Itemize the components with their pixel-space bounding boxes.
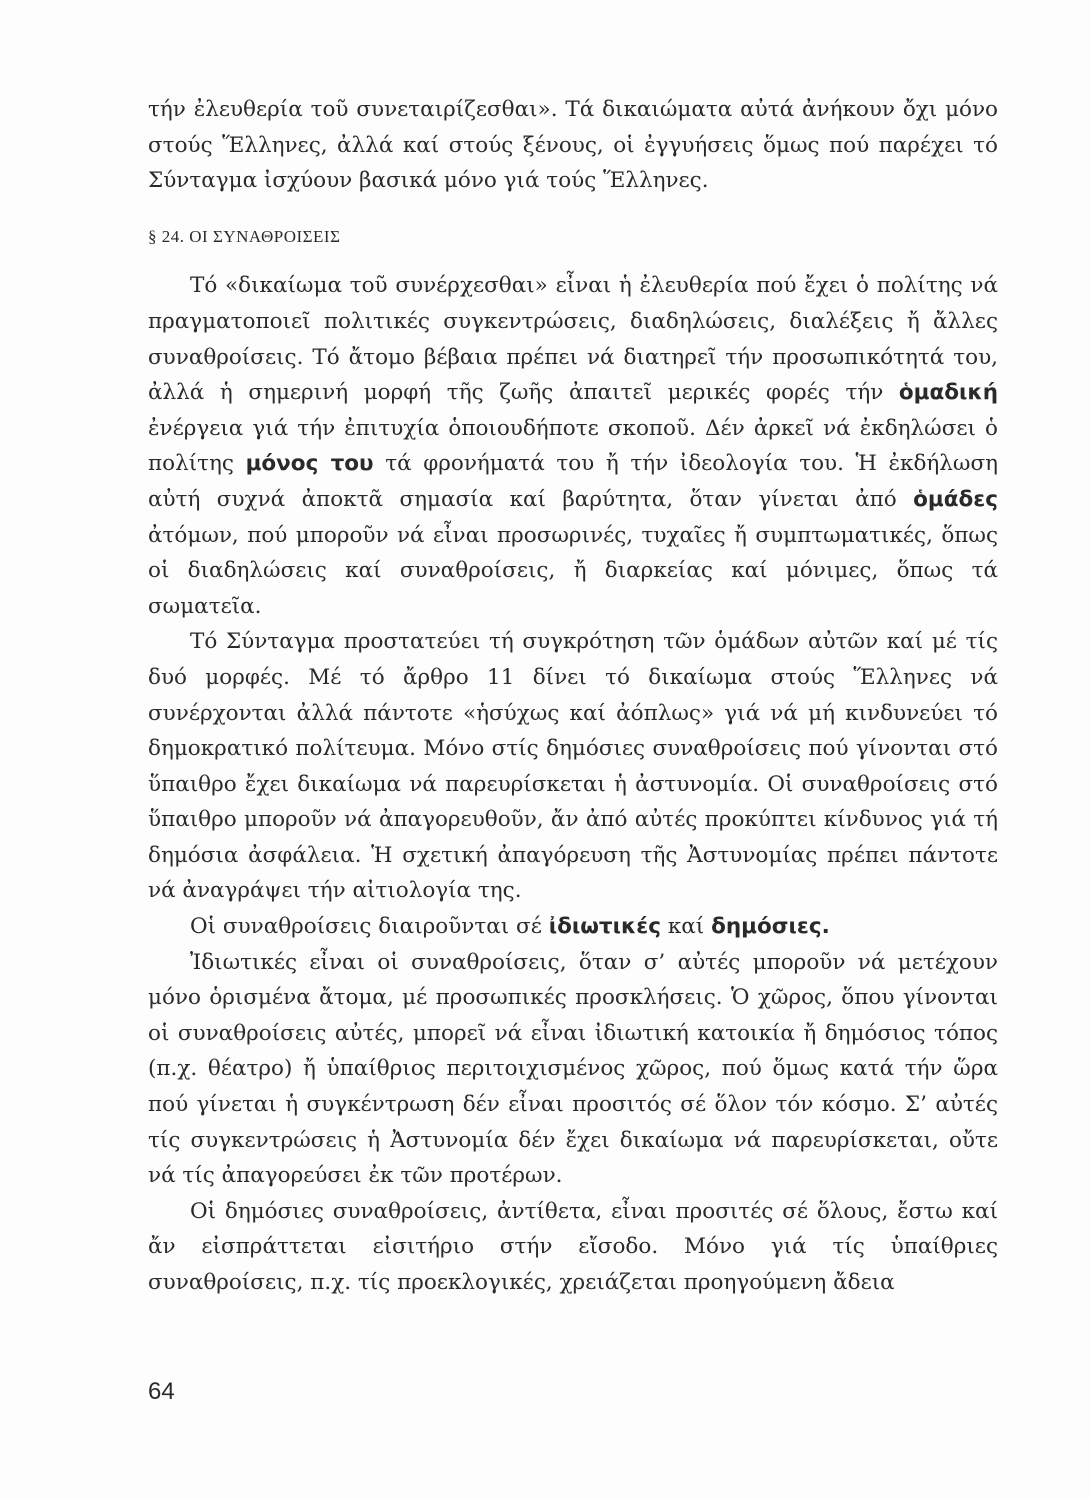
paragraph-public-assemblies: Οἱ δημόσιες συναθροίσεις, ἀντίθετα, εἶναι προσιτές σέ ὅλους, ἔστω καί ἄν εἰσπράττεται εἰσιτήριο στήν εἴσοδο. Μόνο γιά τίς ὑπαίθριες συναθροίσεις, π.χ. τίς προεκλογικές, χρειάζεται προηγούμενη ἄδεια <box>148 1198 998 1295</box>
emphasis-alone: μόνος του <box>245 451 374 477</box>
emphasis-collective: ὁμαδική <box>898 380 998 406</box>
paragraph-text: ἐνέργεια γιά τήν ἐπιτυχία ὁποιουδήποτε σκοποῦ. Δέν ἀρκεῖ νά ἐκδηλώσει ὁ πολίτης <box>148 415 998 477</box>
section-heading: § 24. ΟΙ ΣΥΝΑΘΡΟΙΣΕΙΣ <box>148 226 341 246</box>
emphasis-groups: ὁμάδες <box>913 486 998 512</box>
paragraph-text: καί <box>661 914 712 940</box>
paragraph-text: ἀτόμων, πού μποροῦν νά εἶναι προσωρινές, τυχαῖες ἤ συμπτωματικές, ὅπως οἱ διαδηλώσεις καί συναθροίσεις, ἤ διαρκείας καί μόνιμες, ὅπως τά σωματεῖα. <box>148 522 998 619</box>
paragraph-private-assemblies: Ἰδιωτικές εἶναι οἱ συναθροίσεις, ὅταν σ’ αὐτές μποροῦν νά μετέχουν μόνο ὁρισμένα ἄτομα, μέ προσωπικές προσκλήσεις. Ὁ χῶρος, ὅπου γίνονται οἱ συναθροίσεις αὐτές, μπορεῖ νά εἶναι ἰδιωτική κατοικία ἤ δημόσιος τόπος (π.χ. θέατρο) ἤ ὑπαίθριος περιτοιχισμένος χῶρος, πού ὅμως κατά τήν ὥρα πού γίνεται ἡ συγκέντρωση δέν εἶναι προσιτός σέ ὅλον τόν κόσμο. Σ’ αὐτές τίς συγκεντρώσεις ἡ Ἀστυνομία δέν ἔχει δικαίωμα νά παρευρίσκεται, οὔτε νά τίς ἀπαγορεύσει ἐκ τῶν προτέρων. <box>148 949 998 1189</box>
paragraph-text: Οἱ συναθροίσεις διαιροῦνται σέ <box>190 914 549 940</box>
paragraph-constitution: Τό Σύνταγμα προστατεύει τή συγκρότηση τῶν ὁμάδων αὐτῶν καί μέ τίς δυό μορφές. Μέ τό ἄρθρο 11 δίνει τό δικαίωμα στούς Ἕλληνες νά συνέρχονται ἀλλά πάντοτε «ἡσύχως καί ἀόπλως» γιά νά μή κινδυνεύει τό δημοκρατικό πολίτευμα. Μόνο στίς δημόσιες συναθροίσεις πού γίνονται στό ὕπαιθρο ἔχει δικαίωμα νά παρευρίσκεται ἡ ἀστυνομία. Οἱ συναθροίσεις στό ὕπαιθρο μποροῦν νά ἀπαγορευθοῦν, ἄν ἀπό αὐτές προκύπτει κίνδυνος γιά τή δημόσια ἀσφάλεια. Ἡ σχετική ἀπαγόρευση τῆς Ἀστυνομίας πρέπει πάντοτε νά ἀναγράψει τήν αἰτιολογία της. <box>148 629 998 904</box>
emphasis-private: ἰδιωτικές <box>548 914 661 940</box>
body-text <box>148 92 998 1301</box>
paragraph-text: τά φρονήματά του ἤ τήν ἰδεολογία του. Ἡ ἐκδήλωση αὐτή συχνά ἀποκτᾶ σημασία καί βαρύτητα, ὅταν γίνεται ἀπό <box>148 451 999 512</box>
paragraph-text: Τό «δικαίωμα τοῦ συνέρχεσθαι» εἶναι ἡ ἐλευθερία πού ἔχει ὁ πολίτης νά πραγματοποιεῖ πολιτικές συγκεντρώσεις, διαδηλώσεις, διαλέξεις ἤ ἄλλες συναθροίσεις. Τό ἄτομο βέβαια πρέπει νά διατηρεῖ τήν προσωπικότητά του, ἀλλά ἡ σημερινή μορφή τῆς ζωῆς ἀπαιτεῖ μερικές φορές τήν <box>148 273 998 406</box>
paragraph-right-to-assemble <box>148 268 998 624</box>
paragraph-classification <box>148 909 998 945</box>
intro-paragraph: τήν ἐλευθερία τοῦ συνεταιρίζεσθαι». Τά δικαιώματα αὐτά ἀνήκουν ὄχι μόνο στούς Ἕλληνες, ἀλλά καί στούς ξένους, οἱ ἐγγυήσεις ὅμως πού παρέχει τό Σύνταγμα ἰσχύουν βασικά μόνο γιά τούς Ἕλληνες. <box>148 97 998 194</box>
emphasis-public: δημόσιες. <box>711 914 830 940</box>
page-number: 64 <box>148 1378 175 1405</box>
